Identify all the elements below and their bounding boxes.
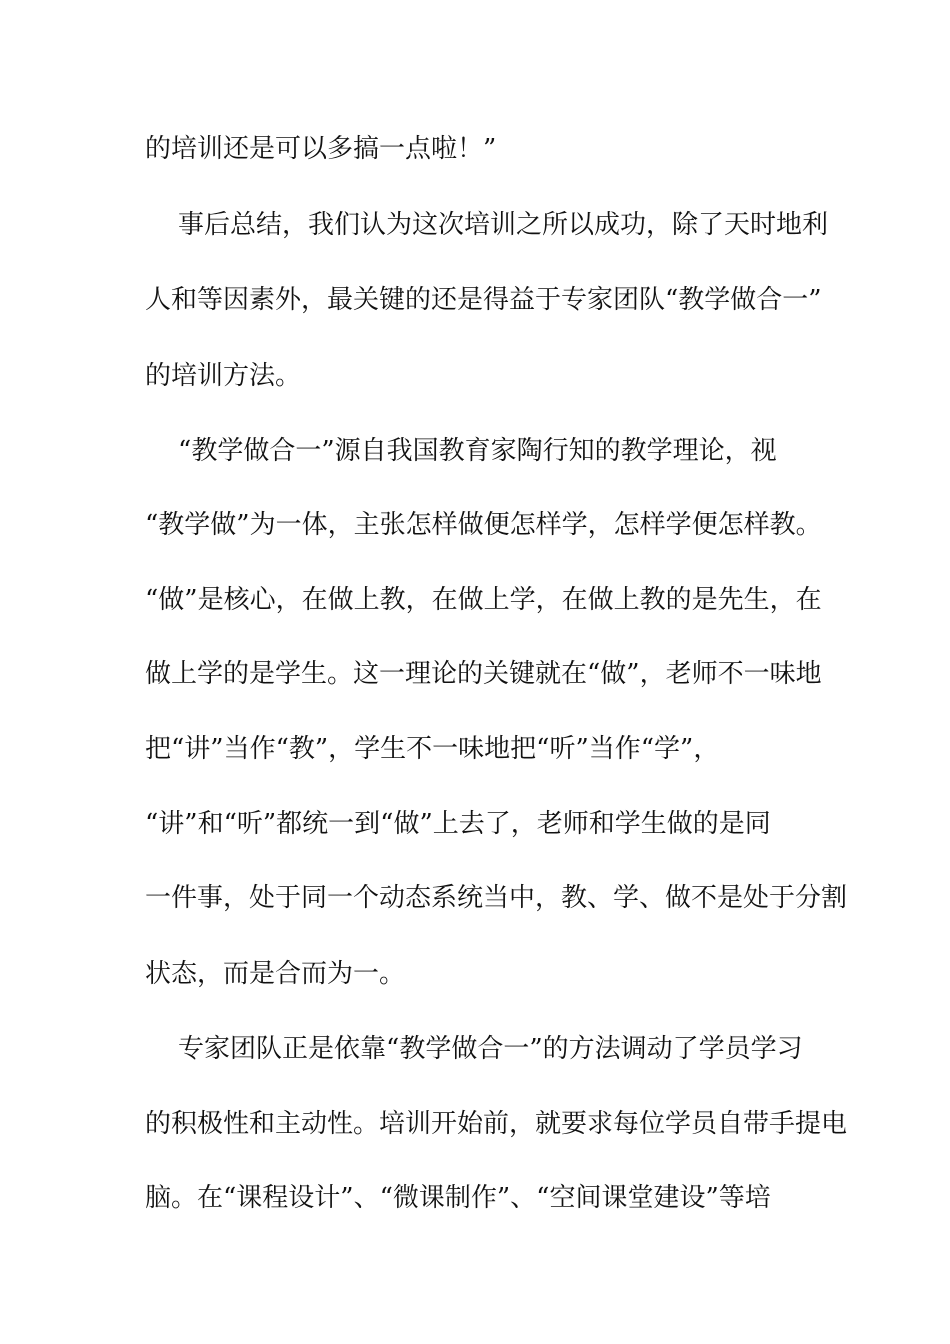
text-line: 做上学的是学生。这一理论的关键就在“做”，老师不一味地	[145, 659, 822, 689]
text-line: 人和等因素外，最关键的还是得益于专家团队“教学做合一”	[145, 285, 822, 315]
text-line: 事后总结，我们认为这次培训之所以成功，除了天时地利	[145, 210, 829, 240]
text-line: 专家团队正是依靠“教学做合一”的方法调动了学员学习	[145, 1034, 803, 1064]
text-line: 把“讲”当作“教”，学生不一味地把“听”当作“学”，	[145, 734, 720, 764]
text-line: “教学做合一”源自我国教育家陶行知的教学理论，视	[145, 436, 777, 466]
text-line: 状态，而是合而为一。	[145, 959, 406, 989]
text-line: “做”是核心，在做上教，在做上学，在做上教的是先生，在	[145, 585, 822, 615]
text-line: 的培训还是可以多搞一点啦！”	[145, 134, 497, 164]
text-line: 脑。在“课程设计”、“微课制作”、“空间课堂建设”等培	[145, 1183, 771, 1213]
text-line: 一件事，处于同一个动态系统当中，教、学、做不是处于分割	[145, 883, 848, 913]
text-line: 的培训方法。	[145, 361, 302, 391]
text-line: “教学做”为一体，主张怎样做便怎样学，怎样学便怎样教。	[145, 510, 822, 540]
text-line: 的积极性和主动性。培训开始前，就要求每位学员自带手提电	[145, 1109, 848, 1139]
text-line: “讲”和“听”都统一到“做”上去了，老师和学生做的是同	[145, 809, 771, 839]
